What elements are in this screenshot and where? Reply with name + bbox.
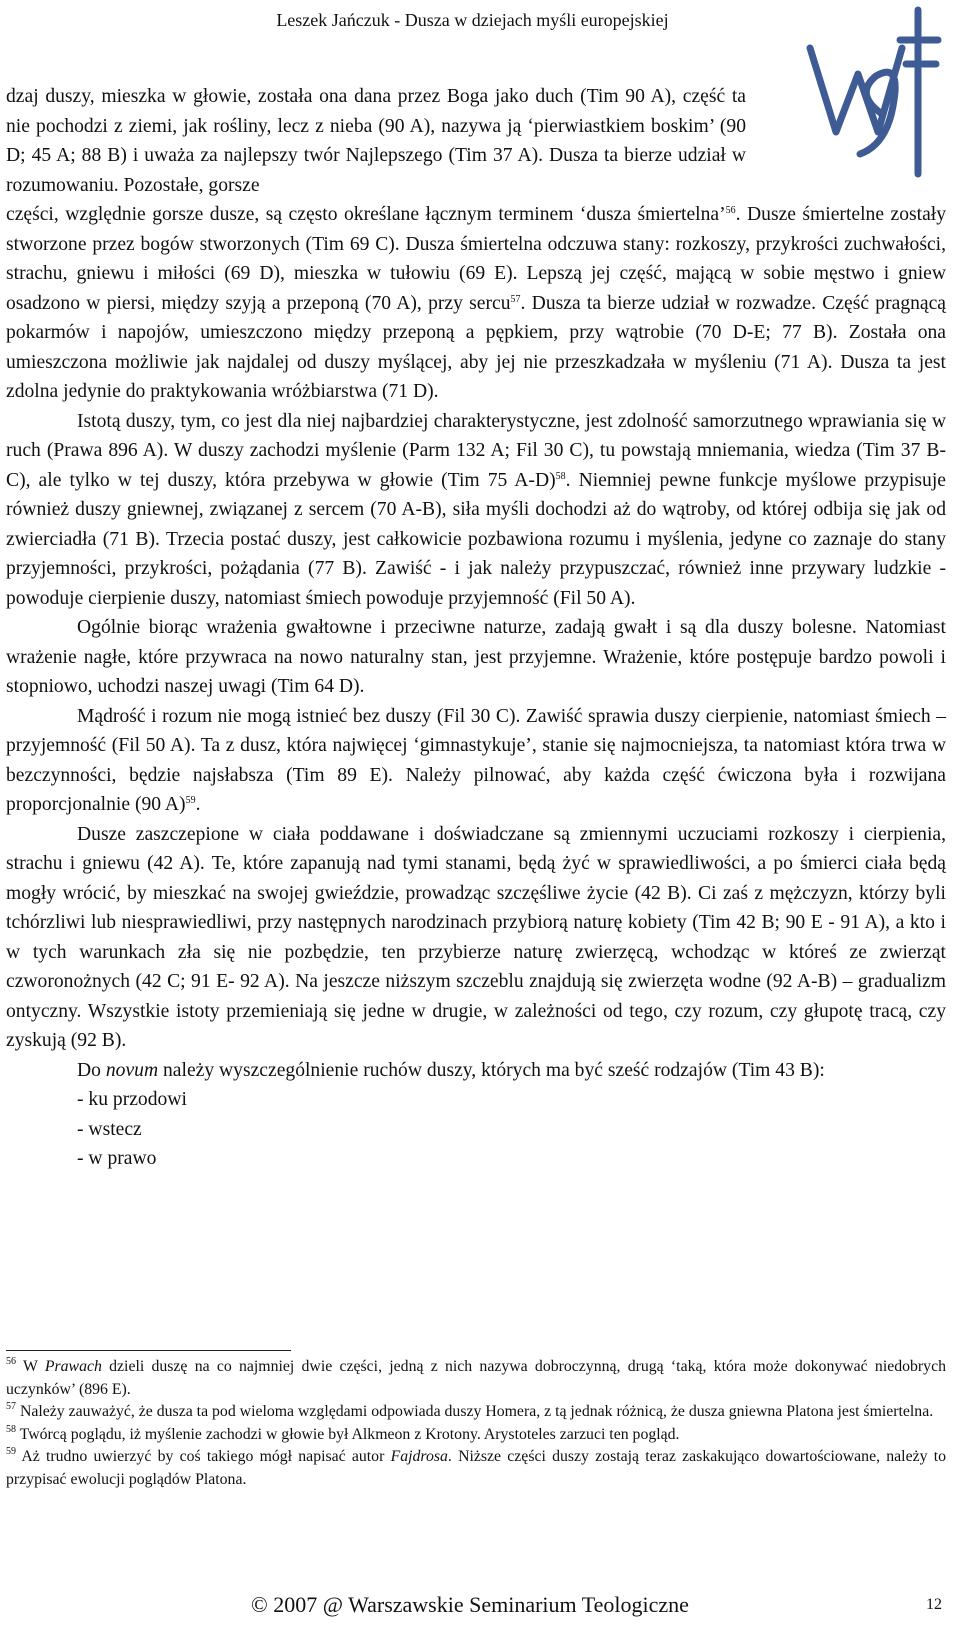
footnote-57	[6, 1401, 946, 1424]
paragraph-6	[6, 1056, 946, 1086]
footnote-ref-58[interactable]: 58	[555, 470, 566, 482]
paragraph-3: Ogólnie biorąc wrażenia gwałtowne i przeciwne naturze, zadają gwałt i są dla duszy bolesne. Natomiast wrażenie nagłe, które przywraca na nowo naturalny stan, jest przyjemne. Wrażenie, które postępuje bardzo powoli i stopniowo, uchodzi naszej uwagi (Tim 64 D).	[6, 617, 946, 697]
page-footer: © 2007 @ Warszawskie Seminarium Teologiczne	[251, 1592, 689, 1617]
list-item: - wstecz	[77, 1118, 142, 1140]
novum-term: novum	[105, 1059, 159, 1081]
footnote-number: 57	[6, 1401, 16, 1412]
paragraph-1-text-b: części, względnie gorsze dusze, są często określane łącznym terminem ‘dusza śmiertelna’	[6, 204, 726, 225]
footnote-text: W	[16, 1358, 45, 1375]
paragraph-1-top: dzaj duszy, mieszka w głowie, została ona dana przez Boga jako duch (Tim 90 A), część ta nie pochodzi z ziemi, jak rośliny, lecz z nieba (90 A), nazywa ją ‘pierwiastkiem boskim’ (90 D; 45 A; 88 B) i uważa za najlepszy twór Najlepszego (Tim 37 A). Dusza ta bierze udział w rozumowaniu. Pozostałe, gorsze	[6, 86, 746, 196]
footnotes	[6, 1356, 946, 1491]
footnote-italic: Prawach	[44, 1358, 102, 1375]
footnote-number: 58	[6, 1423, 16, 1435]
paragraph-4-text-a: Mądrość i rozum nie mogą istnieć bez duszy (Fil 30 C). Zawiść sprawia duszy cierpienie, natomiast śmiech – przyjemność (Fil 50 A). Ta z dusz, która najwięcej ‘gimnastykuje’, stanie się najmocniejsza, ta natomiast która trwa w bezczynności, będzie najsłabsza (Tim 89 E). Należy pilnować, aby każda część ćwiczona była i rozwijana proporcjonalnie (90 A)	[6, 705, 946, 815]
paragraph-4-text-b: .	[195, 794, 201, 815]
footnote-56	[6, 1356, 946, 1401]
footnote-number: 56	[6, 1356, 16, 1367]
paragraph-6-text-a: Do	[77, 1059, 106, 1081]
footnote-italic: Fajdrosa	[390, 1448, 448, 1465]
paragraph-5: Dusze zaszczepione w ciała poddawane i doświadczane są zmiennymi uczuciami rozkoszy i cierpienia, strachu i gniewu (42 A). Te, które zapanują nad tymi stanami, będą żyć w sprawiedliwości, a po śmierci ciała będą mogły wrócić, by mieszkać na swojej gwieździe, prowadząc szczęśliwe życie (42 B). Ci zaś z mężczyzn, którzy byli tchórzliwi lub niesprawiedliwi, przy następnych narodzinach przybiorą naturę kobiety (Tim 42 B; 90 E - 91 A), a kto i w tych warunkach zła się nie pozbędzie, ten przybierze naturę zwierzęcą, wchodząc w któreś ze zwierząt czworonożnych (42 C; 91 E- 92 A). Na jeszcze niższym szczeblu znajdują się zwierzęta wodne (92 A-B) – gradualizm ontyczny. Wszystkie istoty przemieniają się jedne w drugie, w zależności od tego, czy rozum, czy głupotę tracą, czy zyskują (92 B).	[6, 823, 946, 1051]
paragraph-6-text-c: należy wyszczególnienie ruchów duszy, których ma być sześć rodzajów (Tim 43 B):	[158, 1059, 825, 1081]
footnote-59	[6, 1446, 946, 1491]
paragraph-2	[6, 407, 946, 614]
motion-list	[6, 1085, 946, 1174]
paragraph-4	[6, 702, 946, 820]
paragraph-2-text-a: Istotą duszy, tym, co jest dla niej najbardziej charakterystyczne, jest zdolność samorzutnego wprawiania się w ruch (Prawa 896 A). W duszy zachodzi myślenie (Parm 132 A; Fil 30 C), tu powstają mniemania, wiedza (Tim 37 B-C), ale tylko w tej duszy, która przebywa w głowie (Tim 75 A-D)	[6, 410, 946, 491]
paragraph-2-text-b: . Niemniej pewne funkcje myślowe przypisuje również duszy gniewnej, związanej z sercem (70 A-B), siła myśli dochodzi aż do wątroby, od której odbija się jak od zwierciadła (71 B). Trzecia postać duszy, jest całkowicie pozbawiona rozumu i myślenia, jedyne co zaznaje do stany przyjemności, przykrości, pożądania (77 B). Zawiść - i jak należy przypuszczać, również inne przywary ludzkie - powoduje cierpienie duszy, natomiast śmiech powoduje przyjemność (Fil 50 A).	[6, 469, 946, 609]
footnote-divider	[6, 1350, 291, 1351]
footnote-ref-59[interactable]: 59	[185, 795, 196, 806]
list-item: - w prawo	[77, 1148, 157, 1169]
footnote-text: dzieli duszę na co najmniej dwie części, jedną z nich nazywa dobroczynną, drugą ‘taką, która może dokonywać niedobrych uczynków’ (896 E).	[6, 1358, 946, 1398]
main-text	[6, 82, 946, 1174]
footnote-ref-57[interactable]: 57	[510, 293, 521, 305]
paragraph-1-text-c: . Dusze śmiertelne zostały stworzone przez bogów stworzonych (Tim 69 C). Dusza śmiertelna odczuwa stany: rozkoszy, przykrości zuchwałości, strachu, gniewu i miłości (69 D), mieszka w tułowiu (69 E). Lepszą jej część, mającą w sobie męstwo i gniew osadzono w piersi, między szyją a przeponą (70 A), przy sercu	[6, 204, 947, 314]
footnote-text: Twórcą poglądu, iż myślenie zachodzi w głowie był Alkmeon z Krotony. Arystoteles zarzuci ten pogląd.	[16, 1425, 680, 1443]
footnote-text: Aż trudno uwierzyć by coś takiego mógł napisać autor	[16, 1448, 391, 1465]
footnote-ref-56[interactable]: 56	[725, 205, 736, 216]
footnote-text: . Niższe części duszy zostają teraz zaskakująco dowartościowane, należy to przypisać ewolucji poglądów Platona.	[6, 1448, 946, 1488]
footnote-number: 59	[6, 1446, 16, 1457]
paragraph-1-rest	[6, 200, 946, 407]
footnote-58	[6, 1424, 946, 1447]
page-number: 12	[926, 1596, 942, 1613]
footnote-text: Należy zauważyć, że dusza ta pod wieloma względami odpowiada duszy Homera, z tą jednak różnicą, że dusza gniewna Platona jest śmiertelna.	[16, 1403, 934, 1420]
paragraph-1-text-d: . Dusza ta bierze udział w rozwadze. Część pragnącą pokarmów i napojów, umieszczono między przeponą a pępkiem, przy wątrobie (70 D-E; 77 B). Została ona umieszczona możliwie jak najdalej od duszy myślącej, aby jej nie przeszkadzała w myśleniu (71 A). Dusza ta jest zdolna jedynie do praktykowania wróżbiarstwa (71 D).	[6, 292, 946, 402]
list-item: - ku przodowi	[77, 1089, 187, 1110]
page-header: Leszek Jańczuk - Dusza w dziejach myśli europejskiej	[276, 10, 669, 30]
